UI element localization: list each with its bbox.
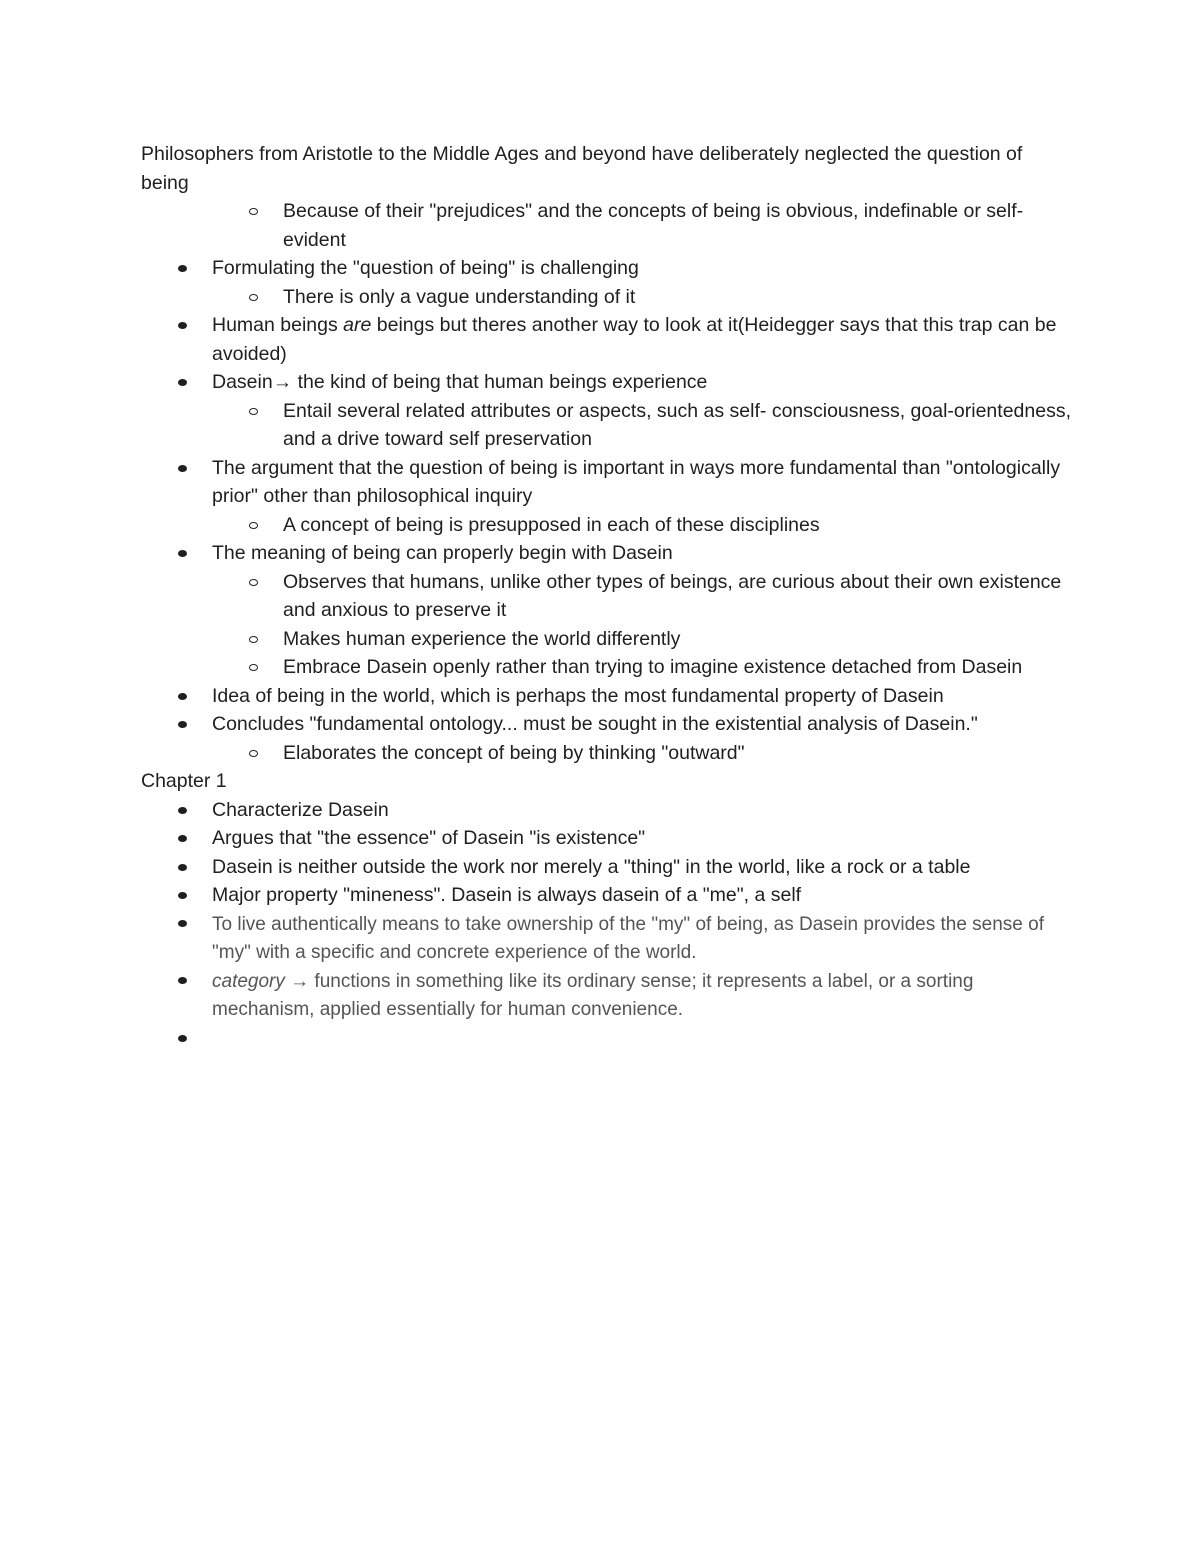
- filled-bullet-icon: [178, 322, 187, 329]
- filled-bullet-icon: [178, 920, 187, 927]
- hollow-bullet-icon: [249, 408, 258, 415]
- hollow-bullet-icon: [249, 522, 258, 529]
- filled-bullet-icon: [178, 1035, 187, 1042]
- list-item: Argues that "the essence" of Dasein "is existence": [141, 824, 1071, 853]
- list-item: Formulating the "question of being" is challenging: [141, 254, 1071, 283]
- list-item: There is only a vague understanding of it: [141, 283, 1071, 312]
- hollow-bullet-icon: [249, 294, 258, 301]
- list-item: Dasein→ the kind of being that human beings experience: [141, 368, 1071, 397]
- list-item: Dasein is neither outside the work nor merely a "thing" in the world, like a rock or a table: [141, 853, 1071, 882]
- list-item: Characterize Dasein: [141, 796, 1071, 825]
- list-item: Makes human experience the world differently: [141, 625, 1071, 654]
- filled-bullet-icon: [178, 892, 187, 899]
- list-item: The argument that the question of being is important in ways more fundamental than "ontologically prior" other than philosophical inquiry: [141, 454, 1071, 511]
- intro-paragraph: Philosophers from Aristotle to the Middle Ages and beyond have deliberately neglected the question of being: [141, 143, 1023, 194]
- document-body: [141, 140, 1071, 1052]
- list-item: Major property "mineness". Dasein is always dasein of a "me", a self: [141, 881, 1071, 910]
- outline-list-2: [141, 796, 1071, 1053]
- list-item: Concludes "fundamental ontology... must be sought in the existential analysis of Dasein.": [141, 710, 1071, 739]
- filled-bullet-icon: [178, 265, 187, 272]
- list-item: Elaborates the concept of being by thinking "outward": [141, 739, 1071, 768]
- chapter-heading: Chapter 1: [141, 770, 227, 792]
- list-item: Entail several related attributes or aspects, such as self- consciousness, goal-orientedness, and a drive toward self preservation: [141, 397, 1071, 454]
- filled-bullet-icon: [178, 835, 187, 842]
- list-item: The meaning of being can properly begin with Dasein: [141, 539, 1071, 568]
- list-item: Because of their "prejudices" and the concepts of being is obvious, indefinable or self- evident: [141, 197, 1071, 254]
- list-item: Idea of being in the world, which is perhaps the most fundamental property of Dasein: [141, 682, 1071, 711]
- list-item: A concept of being is presupposed in each of these disciplines: [141, 511, 1071, 540]
- hollow-bullet-icon: [249, 636, 258, 643]
- filled-bullet-icon: [178, 550, 187, 557]
- empty-list-item: [141, 1024, 1071, 1053]
- filled-bullet-icon: [178, 465, 187, 472]
- outline-list-1: [141, 197, 1071, 767]
- filled-bullet-icon: [178, 693, 187, 700]
- filled-bullet-icon: [178, 721, 187, 728]
- hollow-bullet-icon: [249, 664, 258, 671]
- hollow-bullet-icon: [249, 208, 258, 215]
- filled-bullet-icon: [178, 379, 187, 386]
- list-item: Observes that humans, unlike other types of beings, are curious about their own existence and anxious to preserve it: [141, 568, 1071, 625]
- filled-bullet-icon: [178, 977, 187, 984]
- filled-bullet-icon: [178, 864, 187, 871]
- list-item: To live authentically means to take ownership of the "my" of being, as Dasein provides the sense of "my" with a specific and concrete experience of the world.: [141, 910, 1071, 967]
- filled-bullet-icon: [178, 807, 187, 814]
- hollow-bullet-icon: [249, 750, 258, 757]
- list-item: category → functions in something like its ordinary sense; it represents a label, or a sorting mechanism, applied essentially for human convenience.: [141, 967, 1071, 1024]
- list-item: Embrace Dasein openly rather than trying to imagine existence detached from Dasein: [141, 653, 1071, 682]
- list-item: Human beings are beings but theres another way to look at it(Heidegger says that this trap can be avoided): [141, 311, 1071, 368]
- hollow-bullet-icon: [249, 579, 258, 586]
